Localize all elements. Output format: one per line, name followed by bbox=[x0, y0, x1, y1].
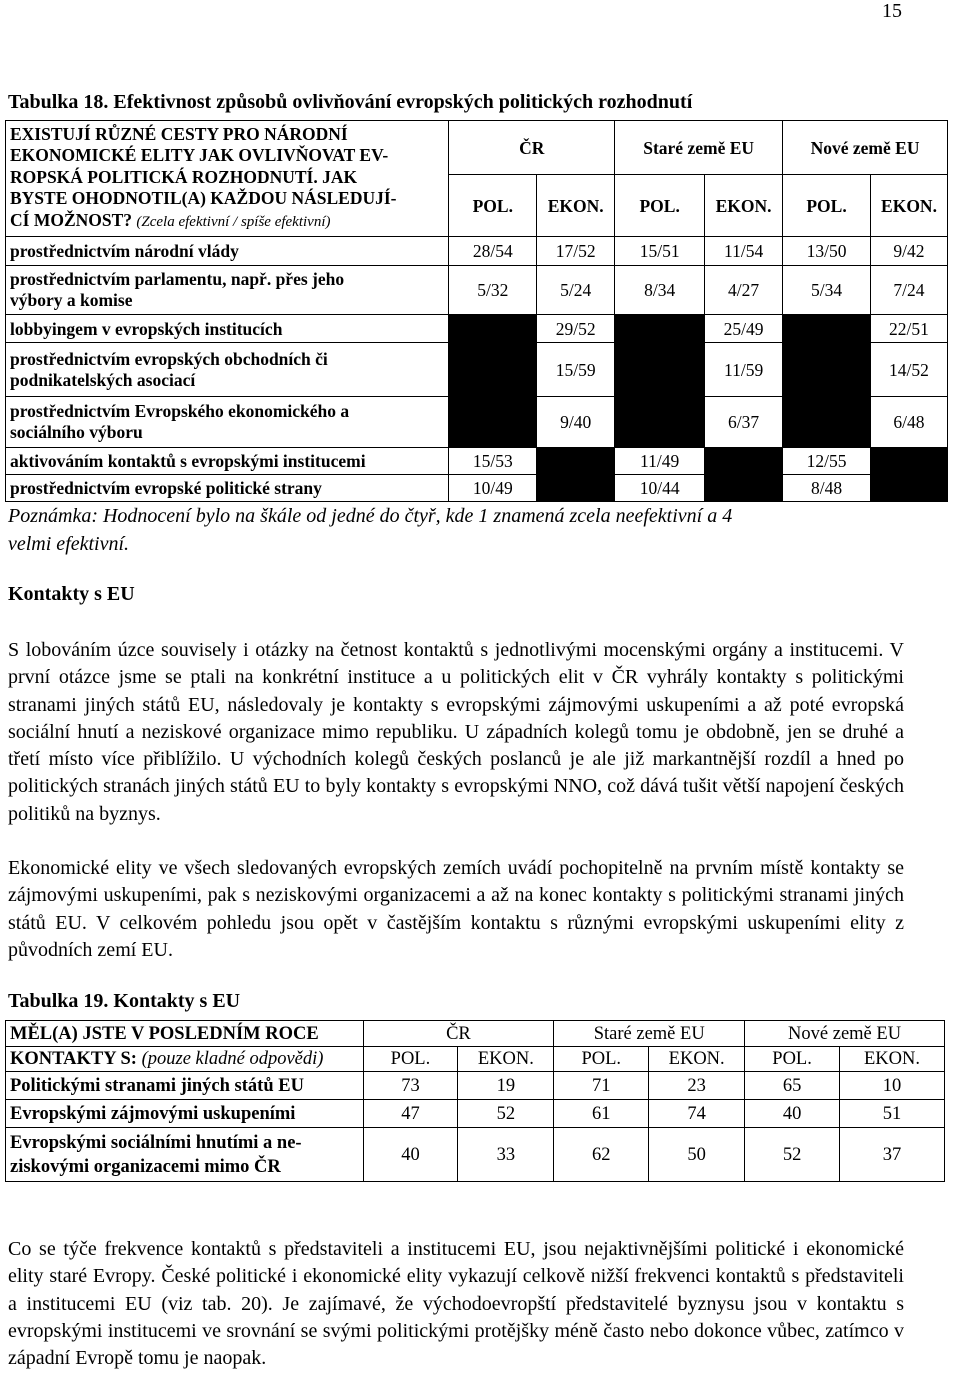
table-cell: 5/32 bbox=[449, 266, 537, 315]
shaded-cell bbox=[449, 343, 537, 397]
row-label: prostřednictvím evropské politické strany bbox=[6, 475, 449, 502]
table-18-question-line: BYSTE OHODNOTIL(A) KAŽDOU NÁSLEDUJÍ- bbox=[10, 188, 397, 209]
row-label: Politickými stranami jiných států EU bbox=[6, 1072, 364, 1100]
table-19-subheader: EKON. bbox=[840, 1047, 945, 1072]
table-19-question-line: MĚL(A) JSTE V POSLEDNÍM ROCE bbox=[6, 1021, 364, 1047]
row-label-line: ziskovými organizacemi mimo ČR bbox=[10, 1156, 281, 1177]
table-19-group-header: Staré země EU bbox=[554, 1021, 745, 1047]
table-cell: 15/51 bbox=[615, 237, 705, 266]
table-cell: 37 bbox=[840, 1128, 945, 1182]
shaded-cell bbox=[537, 448, 615, 475]
table-19-question-hint: (pouze kladné odpovědi) bbox=[141, 1049, 324, 1069]
table-18-question-line: ROPSKÁ POLITICKÁ ROZHODNUTÍ. JAK bbox=[10, 166, 358, 187]
table-18 bbox=[5, 120, 948, 502]
shaded-cell bbox=[705, 448, 783, 475]
row-label bbox=[6, 1128, 364, 1182]
row-label-line: výbory a komise bbox=[10, 290, 133, 310]
table-cell: 15/59 bbox=[537, 343, 615, 397]
table-cell: 4/27 bbox=[705, 266, 783, 315]
shaded-cell bbox=[783, 343, 871, 397]
table-cell: 15/53 bbox=[449, 448, 537, 475]
table-row bbox=[6, 397, 948, 448]
table-cell: 65 bbox=[745, 1072, 840, 1100]
table-cell: 6/37 bbox=[705, 397, 783, 448]
paragraph: Ekonomické elity ve všech sledovaných evropských zemích uvádí pochopitelně na prvním místě kontakty se zájmovými uskupeními, pak s neziskovými organizacemi a až na konec kontakty s politickými stranami jiných států EU. V celkovém pohledu jsou opět v častějším kontaktu s různými evropskými uskupeními elity z původních zemí EU. bbox=[8, 857, 904, 961]
table-cell: 25/49 bbox=[705, 315, 783, 343]
shaded-cell bbox=[615, 397, 705, 448]
row-label bbox=[6, 266, 449, 315]
table-18-note bbox=[8, 502, 908, 558]
table-18-subheader: POL. bbox=[783, 175, 871, 237]
table-19-group-header: ČR bbox=[363, 1021, 554, 1047]
table-cell: 8/48 bbox=[783, 475, 871, 502]
row-label: Evropskými zájmovými uskupeními bbox=[6, 1100, 364, 1128]
paragraph: Co se týče frekvence kontaktů s představiteli a institucemi EU, jsou nejaktivnějšími politické i ekonomické elity staré Evropy. České politické i ekonomické elity vykazují celkově nižší frekvenci kontaktů s představiteli a institucemi EU (viz tab. 20). Je zajímavé, že východoevropští představitelé byznysu jsou v kontaktu s evropskými institucemi ve srovnání se svými politickými protějšky méně často nebo dokonce vůbec, zatímco v západní Evropě tomu je naopak. bbox=[8, 1238, 904, 1370]
row-label: prostřednictvím národní vlády bbox=[6, 237, 449, 266]
table-cell: 47 bbox=[363, 1100, 458, 1128]
shaded-cell bbox=[537, 475, 615, 502]
table-cell: 10/49 bbox=[449, 475, 537, 502]
table-19-title: Tabulka 19. Kontakty s EU bbox=[8, 990, 241, 1012]
shaded-cell bbox=[870, 475, 947, 502]
table-row bbox=[6, 237, 948, 266]
table-19-subheader: EKON. bbox=[649, 1047, 745, 1072]
table-18-subheader: EKON. bbox=[537, 175, 615, 237]
table-cell: 51 bbox=[840, 1100, 945, 1128]
table-19-question-line: KONTAKTY S: bbox=[10, 1049, 137, 1069]
table-cell: 10/44 bbox=[615, 475, 705, 502]
table-row bbox=[6, 1072, 945, 1100]
table-cell: 17/52 bbox=[537, 237, 615, 266]
row-label: lobbyingem v evropských institucích bbox=[6, 315, 449, 343]
table-cell: 19 bbox=[458, 1072, 554, 1100]
table-cell: 50 bbox=[649, 1128, 745, 1182]
section-heading: Kontakty s EU bbox=[8, 583, 135, 605]
table-19 bbox=[5, 1020, 945, 1182]
table-18-group-header: Staré země EU bbox=[615, 121, 783, 175]
shaded-cell bbox=[449, 315, 537, 343]
table-cell: 23 bbox=[649, 1072, 745, 1100]
table-18-question-line: CÍ MOŽNOST? bbox=[10, 209, 133, 230]
row-label-line: sociálního výboru bbox=[10, 422, 143, 442]
table-cell: 40 bbox=[363, 1128, 458, 1182]
table-cell: 11/54 bbox=[705, 237, 783, 266]
table-row bbox=[6, 343, 948, 397]
table-18-question-line: EXISTUJÍ RŮZNÉ CESTY PRO NÁRODNÍ bbox=[10, 123, 348, 144]
table-19-subheader: POL. bbox=[554, 1047, 649, 1072]
table-18-subheader: EKON. bbox=[705, 175, 783, 237]
table-cell: 74 bbox=[649, 1100, 745, 1128]
table-cell: 62 bbox=[554, 1128, 649, 1182]
table-cell: 22/51 bbox=[870, 315, 947, 343]
shaded-cell bbox=[615, 315, 705, 343]
table-row bbox=[6, 448, 948, 475]
table-cell: 61 bbox=[554, 1100, 649, 1128]
table-cell: 33 bbox=[458, 1128, 554, 1182]
table-cell: 52 bbox=[458, 1100, 554, 1128]
table-cell: 29/52 bbox=[537, 315, 615, 343]
table-18-question-hint: (Zcela efektivní / spíše efektivní) bbox=[136, 213, 331, 230]
row-label bbox=[6, 397, 449, 448]
row-label-line: Evropskými sociálními hnutími a ne- bbox=[10, 1132, 302, 1153]
row-label-line: prostřednictvím parlamentu, např. přes jeho bbox=[10, 269, 345, 289]
table-cell: 10 bbox=[840, 1072, 945, 1100]
table-18-subheader: POL. bbox=[615, 175, 705, 237]
table-18-title: Tabulka 18. Efektivnost způsobů ovlivňování evropských politických rozhodnutí bbox=[8, 91, 693, 113]
shaded-cell bbox=[783, 397, 871, 448]
table-cell: 52 bbox=[745, 1128, 840, 1182]
table-19-subheader: POL. bbox=[745, 1047, 840, 1072]
table-18-group-header: ČR bbox=[449, 121, 615, 175]
table-row bbox=[6, 315, 948, 343]
table-cell: 11/59 bbox=[705, 343, 783, 397]
table-cell: 14/52 bbox=[870, 343, 947, 397]
table-cell: 7/24 bbox=[870, 266, 947, 315]
table-cell: 9/42 bbox=[870, 237, 947, 266]
row-label bbox=[6, 343, 449, 397]
row-label-line: podnikatelských asociací bbox=[10, 369, 196, 390]
table-18-question-line: EKONOMICKÉ ELITY JAK OVLIVŇOVAT EV- bbox=[10, 145, 389, 166]
table-row bbox=[6, 475, 948, 502]
table-18-subheader: POL. bbox=[449, 175, 537, 237]
table-18-group-header: Nové země EU bbox=[783, 121, 948, 175]
table-cell: 6/48 bbox=[870, 397, 947, 448]
table-cell: 13/50 bbox=[783, 237, 871, 266]
shaded-cell bbox=[705, 475, 783, 502]
row-label-line: prostřednictvím evropských obchodních či bbox=[10, 348, 328, 369]
table-row bbox=[6, 1128, 945, 1182]
paragraph: S lobováním úzce souvisely i otázky na četnost kontaktů s jednotlivými mocenskými orgány a institucemi. V první otázce jsme se ptali na konkrétní instituce a u politických elit v ČR vyhrály kontakty s politickými stranami jiných států EU, následovaly je kontakty s evropskými zájmovými uskupeními a až poté evropská sociální hnutí a neziskové organizace mimo republiku. U západních kolegů tomu je obdobně, jen se druhé a třetí místo více přiblížilo. U východních kolegů českých poslanců je ale již markantnější rozdíl a hned po politických stranách jiných států EU to byly kontakty s evropskými NNO, což dává tušit větší napojení českých politiků na byznys. bbox=[8, 639, 904, 825]
table-cell: 11/49 bbox=[615, 448, 705, 475]
table-18-subheader: EKON. bbox=[870, 175, 947, 237]
shaded-cell bbox=[449, 397, 537, 448]
table-cell: 8/34 bbox=[615, 266, 705, 315]
table-row bbox=[6, 1100, 945, 1128]
table-19-group-header: Nové země EU bbox=[745, 1021, 945, 1047]
page-number: 15 bbox=[882, 0, 902, 22]
table-19-subheader: POL. bbox=[363, 1047, 458, 1072]
table-cell: 5/24 bbox=[537, 266, 615, 315]
table-cell: 71 bbox=[554, 1072, 649, 1100]
table-19-subheader: EKON. bbox=[458, 1047, 554, 1072]
note-line: velmi efektivní. bbox=[8, 533, 130, 555]
table-cell: 40 bbox=[745, 1100, 840, 1128]
shaded-cell bbox=[783, 315, 871, 343]
table-row bbox=[6, 266, 948, 315]
table-cell: 28/54 bbox=[449, 237, 537, 266]
table-cell: 9/40 bbox=[537, 397, 615, 448]
shaded-cell bbox=[870, 448, 947, 475]
table-cell: 73 bbox=[363, 1072, 458, 1100]
table-19-question-cell bbox=[6, 1047, 364, 1072]
table-cell: 5/34 bbox=[783, 266, 871, 315]
row-label-line: prostřednictvím Evropského ekonomického a bbox=[10, 401, 350, 421]
table-cell: 12/55 bbox=[783, 448, 871, 475]
shaded-cell bbox=[615, 343, 705, 397]
table-18-question-cell bbox=[6, 121, 449, 237]
note-line: Poznámka: Hodnocení bylo na škále od jedné do čtyř, kde 1 znamená zcela neefektivní a 4 bbox=[8, 505, 733, 527]
row-label: aktivováním kontaktů s evropskými institucemi bbox=[6, 448, 449, 475]
